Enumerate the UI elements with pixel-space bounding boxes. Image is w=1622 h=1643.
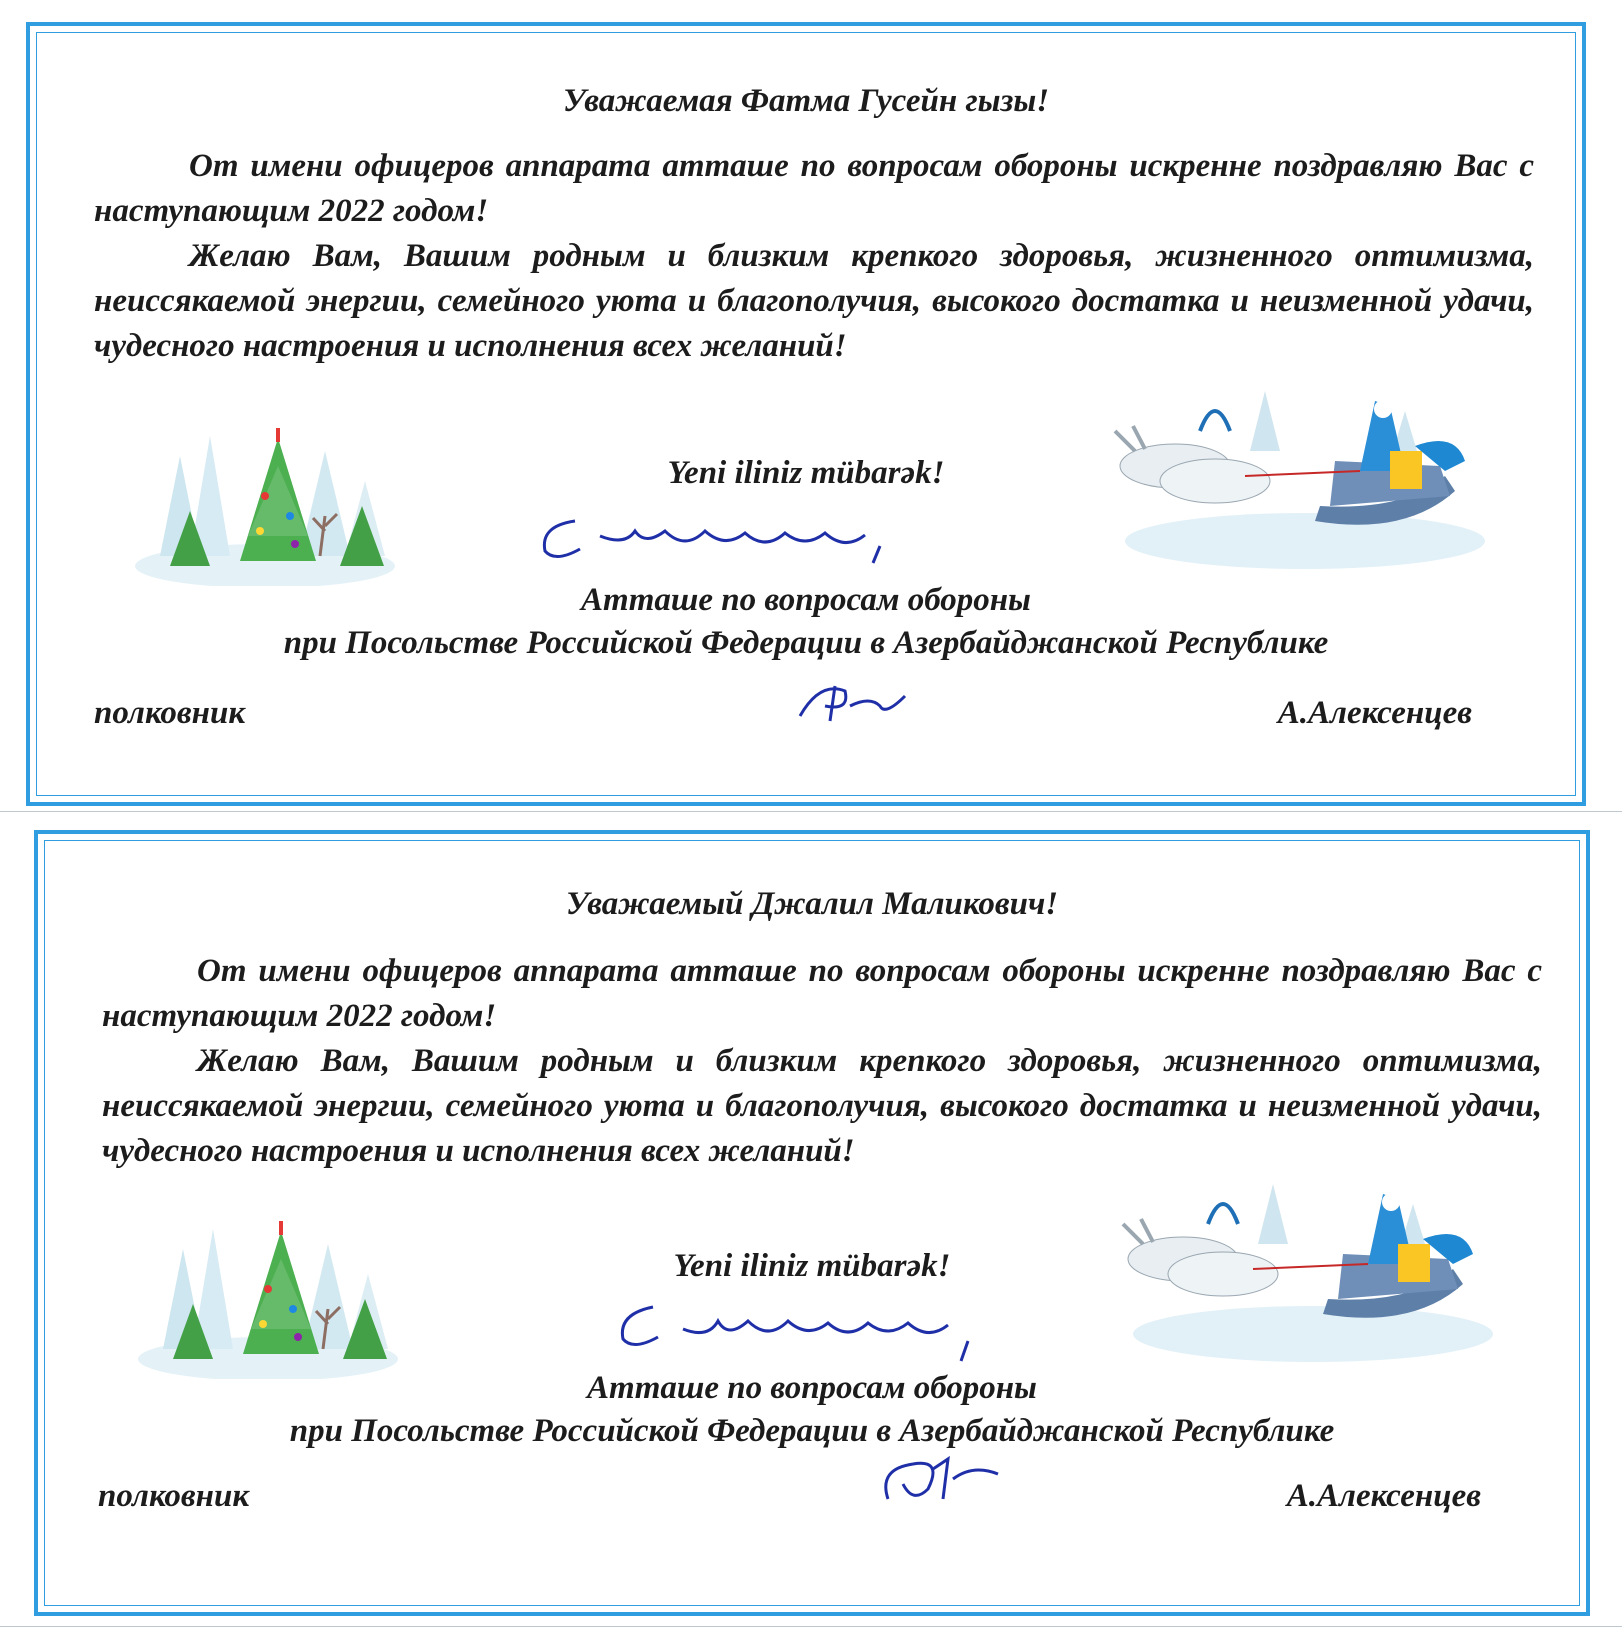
body-paragraph-2-text: Желаю Вам, Вашим родным и близким крепкого здоровья, жизненного оптимизма, неиссякаемой энергии, семейного уюта и благополучия, высокого достатка и неизменной удачи, чудесного настроения и исполнения всех желаний! [94, 238, 1534, 364]
new-year-wish: Yeni iliniz mübarək! [667, 455, 945, 491]
greeting-card [26, 22, 1586, 806]
body-paragraph-1 [102, 949, 1542, 1039]
body-paragraph-2-text: Желаю Вам, Вашим родным и близким крепкого здоровья, жизненного оптимизма, неиссякаемой энергии, семейного уюта и благополучия, высокого достатка и неизменной удачи, чудесного настроения и исполнения всех желаний! [102, 1043, 1542, 1169]
divider-line [0, 811, 1622, 812]
greeting-heading: Уважаемая Фатма Гусейн гызы! [562, 83, 1050, 119]
body-paragraph-1-text: От имени офицеров аппарата атташе по вопросам обороны искренне поздравляю Вас с наступающим 2022 годом! [102, 953, 1542, 1034]
greeting-card [34, 830, 1590, 1616]
rank-label: полковник [94, 695, 246, 731]
signature-icon [873, 1449, 1013, 1509]
position-title-line-1: Атташе по вопросам обороны [587, 1370, 1037, 1406]
rank-label: полковник [98, 1478, 250, 1514]
signature-icon [613, 1289, 1003, 1369]
position-title-line-1: Атташе по вопросам обороны [581, 582, 1031, 618]
signature-icon [535, 501, 905, 571]
body-paragraph-2 [94, 234, 1534, 369]
signatory-name: А.Алексенцев [1277, 695, 1472, 731]
christmas-tree-illustration-icon [133, 1219, 403, 1379]
body-paragraph-1 [94, 144, 1534, 234]
greeting-heading: Уважаемый Джалил Маликович! [565, 886, 1059, 922]
body-paragraph-1-text: От имени офицеров аппарата атташе по вопросам обороны искренне поздравляю Вас с наступающим 2022 годом! [94, 148, 1534, 229]
position-title-line-2: при Посольстве Российской Федерации в Азербайджанской Республике [283, 625, 1329, 661]
christmas-tree-illustration-icon [130, 426, 400, 586]
signature-icon [790, 676, 920, 726]
signatory-name: А.Алексенцев [1286, 1478, 1481, 1514]
divider-line [0, 1626, 1622, 1627]
new-year-wish: Yeni iliniz mübarək! [673, 1248, 951, 1284]
body-paragraph-2 [102, 1039, 1542, 1174]
position-title-line-2: при Посольстве Российской Федерации в Азербайджанской Республике [289, 1413, 1335, 1449]
